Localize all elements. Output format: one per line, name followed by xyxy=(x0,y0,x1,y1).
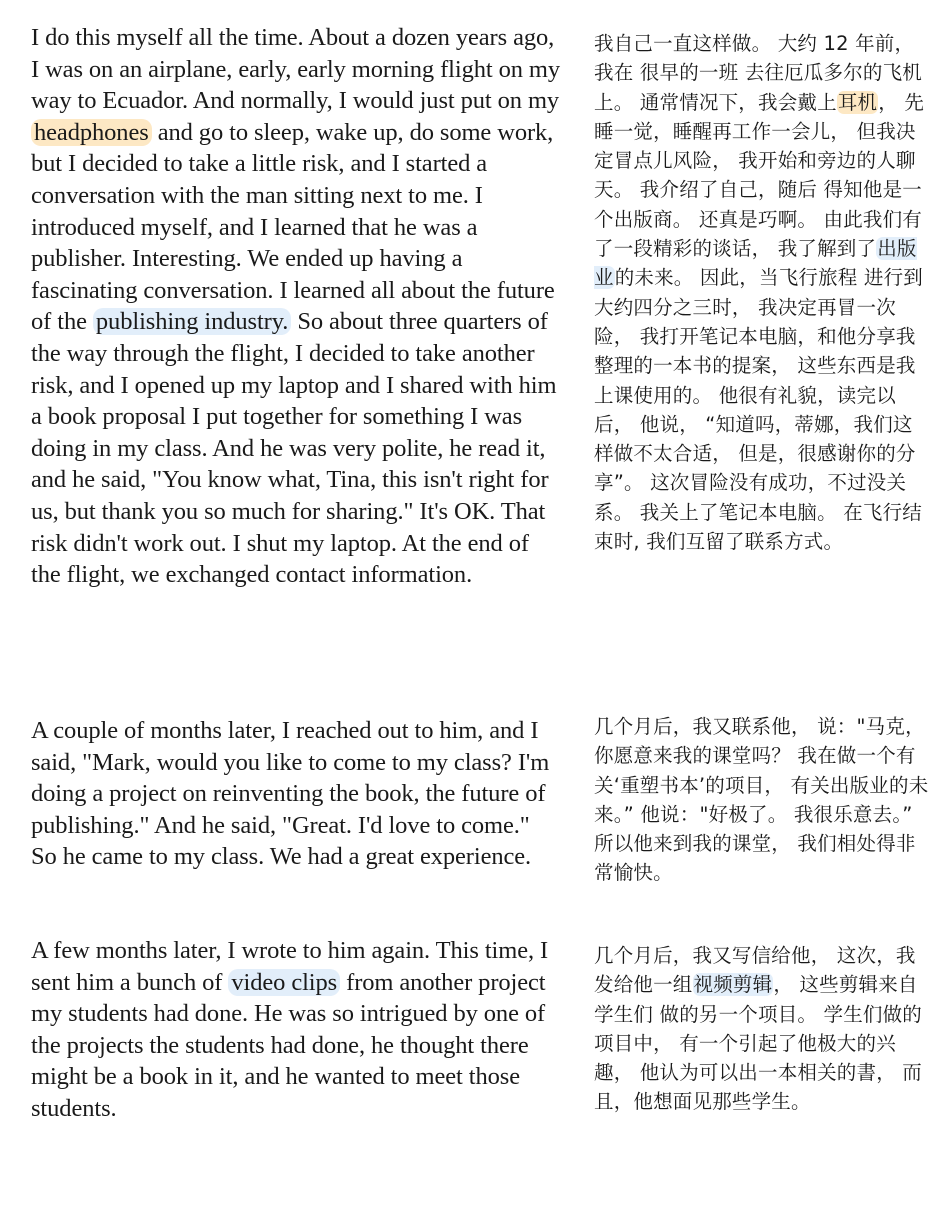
chinese-text: 我自己一直这样做。 大约 12 年前，我在 很早的一班 去往厄瓜多尔的飞机上。 通常情况下，我会戴上 xyxy=(594,32,922,114)
english-paragraph-1 xyxy=(31,22,561,591)
chinese-text: ， 先睡一觉，睡醒再工作一会儿， 但我决定冒点儿风险， 我开始和旁边的人聊天。 我介绍了自己，随后 得知他是一个出版商。 还真是巧啊。 由此我们有了一段精彩的谈话， 我了解到了 xyxy=(594,90,925,261)
english-text: I do this myself all the time. About a dozen years ago, I was on an airplane, early, early morning flight on my way to Ecuador. And normally, I would just put on my xyxy=(31,24,561,115)
english-text: A few months later, I wrote to him again. This time, I sent him a bunch of xyxy=(31,937,549,996)
highlighted-term-publishing-industry[interactable]: publishing industry. xyxy=(93,308,291,335)
english-paragraph-3 xyxy=(31,935,561,1125)
chinese-text: ， 这些剪辑来自学生们 做的另一个项目。 学生们做的项目中， 有一个引起了他极大的兴趣， 他认为可以出一本相关的書， 而且，他想面见那些学生。 xyxy=(594,973,922,1114)
highlighted-term-chubanye[interactable]: 出版业 xyxy=(594,237,917,290)
highlighted-term-headphones[interactable]: headphones xyxy=(31,119,152,146)
english-paragraph-2: A couple of months later, I reached out to him, and I said, "Mark, would you like to come to my class? I'm doing a project on reinventing the book, the future of publishing." And he said, "Great. I'd love to come." So he came to my class. We had a great experience. xyxy=(31,717,550,871)
english-text: from another project my students had done. He was so intrigued by one of the projects the students had done, he thought there might be a book in it, and he wanted to meet those students. xyxy=(31,968,546,1122)
chinese-text: 几个月后，我又写信给他， 这次，我发给他一组 xyxy=(594,944,916,997)
chinese-text: 的未来。 因此，当飞行旅程 进行到大约四分之三时， 我决定再冒一次险， 我打开笔记本电脑，和他分享我整理的一本书的提案， 这些东西是我上课使用的。 他很有礼貌，读完以后， 他说， “知道吗，蒂娜，我们这样做不太合适， 但是，很感谢你的分享”。 这次冒险没有成功，不过没关系。 我关上了笔记本电脑。 在飞行结束时, 我们互留了联系方式。 xyxy=(594,266,924,554)
english-text: So about three quarters of the way through the flight, I decided to take another risk, and I opened up my laptop and I shared with him a book proposal I put together for something I was doing in my class. And he was very polite, he read it, and he said, "You know what, Tina, this isn't right for us, but thank you so much for sharing." It's OK. That risk didn't work out. I shut my laptop. At the end of the flight, we exchanged contact information. xyxy=(31,308,557,589)
highlighted-term-video-clips[interactable]: video clips xyxy=(228,969,340,996)
highlighted-term-erji[interactable]: 耳机 xyxy=(837,90,878,114)
english-text: and go to sleep, wake up, do some work, but I decided to take a little risk, and I started a conversation with the man sitting next to me. I introduced myself, and I learned that he was a publisher. Interesting. We ended up having a fascinating conversation. I learned all about the future of the xyxy=(31,118,555,336)
highlighted-term-shipin-jianji[interactable]: 视频剪辑 xyxy=(693,973,773,997)
chinese-paragraph-1 xyxy=(594,29,932,556)
chinese-paragraph-3 xyxy=(594,941,932,1117)
chinese-paragraph-2: 几个月后，我又联系他， 说："马克，你愿意来我的课堂吗？ 我在做一个有关‘重塑书本’的项目， 有关出版业的未来。” 他说："好极了。 我很乐意去。” 所以他来到我的课堂， 我们相处得非常愉快。 xyxy=(594,715,929,885)
